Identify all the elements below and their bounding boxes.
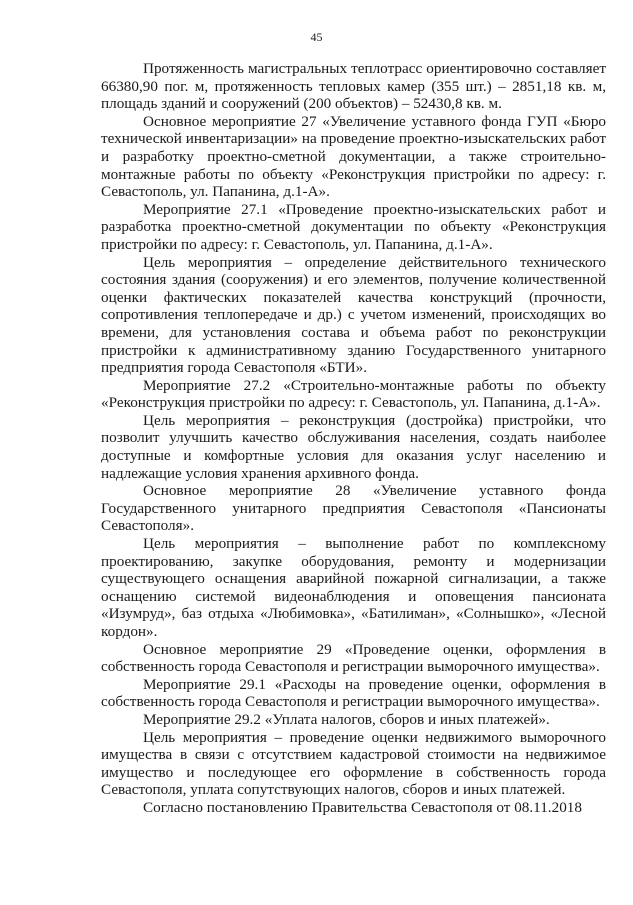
- paragraph-government-resolution: Согласно постановлению Правительства Севастополя от 08.11.2018: [143, 798, 582, 816]
- paragraph-measure-27-1: Мероприятие 27.1 «Проведение проектно-изыскательских работ и разработка проектно-сметной документации по объекту «Реконструкция пристройки по адресу: г. Севастополь, ул. Папанина, д.1-А».: [101, 200, 606, 253]
- paragraph-measure-27-2-goal: Цель мероприятия – реконструкция (достройка) пристройки, что позволит улучшить качество обслуживания населения, создать наиболее доступные и комфортные условия для оказания услуг населению и надлежащие условия хранения архивного фонда.: [101, 411, 606, 482]
- paragraph-heating-network-length: Протяженность магистральных теплотрасс ориентировочно составляет 66380,90 пог. м, протяженность тепловых камер (355 шт.) – 2851,18 кв. м, площадь зданий и сооружений (200 объектов) – 52430,8 кв. м.: [101, 60, 606, 113]
- paragraph-measure-29-2: Мероприятие 29.2 «Уплата налогов, сборов и иных платежей».: [143, 710, 550, 728]
- paragraph-main-measure-29: Основное мероприятие 29 «Проведение оценки, оформления в собственность города Севастополя и регистрации выморочного имущества».: [101, 640, 606, 676]
- paragraph-main-measure-27: Основное мероприятие 27 «Увеличение уставного фонда ГУП «Бюро технической инвентаризации» на проведение проектно-изыскательских работ и разработку проектно-сметной документации, а также строительно-монтажные работы по объекту «Реконструкция пристройки по адресу: г. Севастополь, ул. Папанина, д.1-А».: [101, 112, 606, 201]
- paragraph-main-measure-28: Основное мероприятие 28 «Увеличение уставного фонда Государственного унитарного предприятия Севастополя «Пансионаты Севастополя».: [101, 482, 606, 535]
- paragraph-measure-28-goal: Цель мероприятия – выполнение работ по комплексному проектированию, закупке оборудования, ремонту и модернизации существующего оснащения аварийной пожарной сигнализации, а также оснащению системой видеонаблюдения и оповещения пансионата «Изумруд», баз отдыха «Любимовка», «Батилиман», «Солнышко», «Лесной кордон».: [101, 535, 606, 640]
- page-number: 45: [310, 30, 323, 44]
- paragraph-measure-27-1-goal: Цель мероприятия – определение действительного технического состояния здания (сооружения) и его элементов, получение количественной оценки фактических показателей качества конструкций (прочности, сопротивления теплопередаче и др.) с учетом изменений, происходящих во времени, для установления состава и объема работ по реконструкции пристройки к административному зданию Государственного унитарного предприятия города Севастополя «БТИ».: [101, 253, 606, 377]
- paragraph-measure-29-goal: Цель мероприятия – проведение оценки недвижимого выморочного имущества в связи с отсутствием кадастровой стоимости на недвижимое имущество и последующее его оформление в собственность города Севастополя, уплата сопутствующих налогов, сборов и иных платежей.: [101, 728, 606, 799]
- paragraph-measure-29-1: Мероприятие 29.1 «Расходы на проведение оценки, оформления в собственность города Севастополя и регистрации выморочного имущества».: [101, 675, 606, 711]
- paragraph-measure-27-2: Мероприятие 27.2 «Строительно-монтажные работы по объекту «Реконструкция пристройки по адресу: г. Севастополь, ул. Папанина, д.1-А».: [101, 376, 606, 412]
- document-body: [101, 60, 606, 817]
